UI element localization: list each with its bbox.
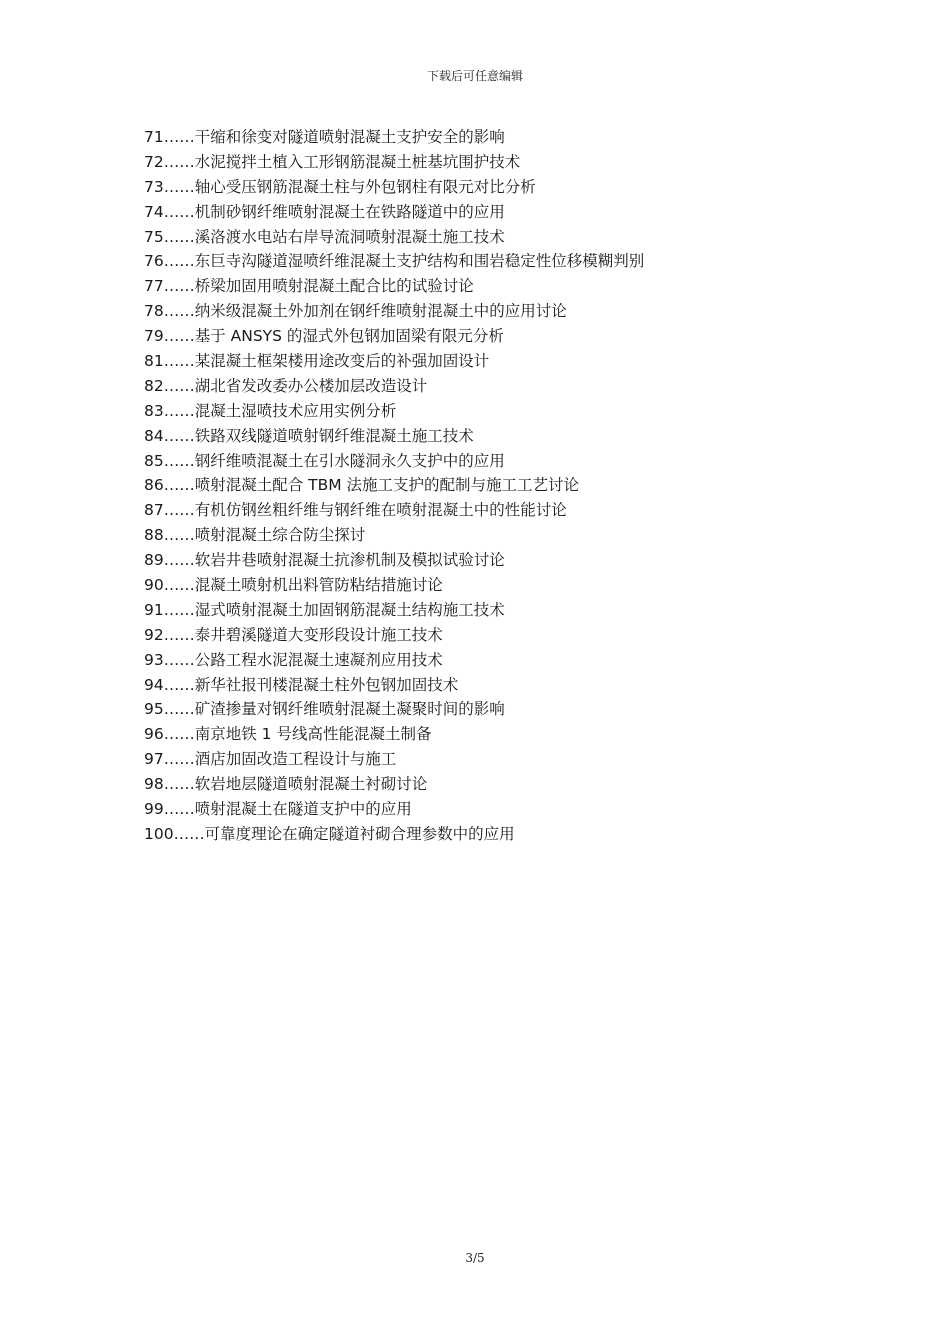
list-item: 86……喷射混凝土配合 TBM 法施工支护的配制与施工工艺讨论 (144, 476, 580, 495)
list-item: 82……湖北省发改委办公楼加层改造设计 (144, 376, 428, 395)
page-number: 3/5 (465, 1251, 485, 1265)
list-item: 99……喷射混凝土在隧道支护中的应用 (144, 800, 412, 819)
list-item: 87……有机仿钢丝粗纤维与钢纤维在喷射混凝土中的性能讨论 (144, 501, 567, 520)
list-item: 85……钢纤维喷混凝土在引水隧洞永久支护中的应用 (144, 451, 505, 470)
list-item: 98……软岩地层隧道喷射混凝土衬砌讨论 (144, 775, 428, 794)
list-item: 88……喷射混凝土综合防尘探讨 (144, 526, 366, 545)
list-item: 84……铁路双线隧道喷射钢纤维混凝土施工技术 (144, 426, 474, 445)
list-item: 79……基于 ANSYS 的湿式外包钢加固梁有限元分析 (144, 327, 504, 346)
list-item: 93……公路工程水泥混凝土速凝剂应用技术 (144, 650, 443, 669)
list-item: 100……可靠度理论在确定隧道衬砌合理参数中的应用 (144, 824, 515, 843)
list-item: 72……水泥搅拌土植入工形钢筋混凝土桩基坑围护技术 (144, 152, 521, 171)
list-item: 94……新华社报刊楼混凝土柱外包钢加固技术 (144, 675, 459, 694)
list-item: 75……溪洛渡水电站右岸导流洞喷射混凝土施工技术 (144, 227, 505, 246)
list-item: 77……桥梁加固用喷射混凝土配合比的试验讨论 (144, 277, 474, 296)
list-item: 95……矿渣掺量对钢纤维喷射混凝土凝聚时间的影响 (144, 700, 505, 719)
list-item: 74……机制砂钢纤维喷射混凝土在铁路隧道中的应用 (144, 202, 505, 221)
list-item: 96……南京地铁 1 号线高性能混凝土制备 (144, 725, 432, 744)
list-item: 76……东巨寺沟隧道湿喷纤维混凝土支护结构和围岩稳定性位移模糊判别 (144, 252, 645, 271)
list-item: 91……湿式喷射混凝土加固钢筋混凝土结构施工技术 (144, 600, 505, 619)
list-item: 92……泰井碧溪隧道大变形段设计施工技术 (144, 625, 443, 644)
list-item: 97……酒店加固改造工程设计与施工 (144, 750, 397, 769)
list-item: 89……软岩井巷喷射混凝土抗渗机制及模拟试验讨论 (144, 551, 505, 570)
list-item: 90……混凝土喷射机出料管防粘结措施讨论 (144, 576, 443, 595)
list-item: 73……轴心受压钢筋混凝土柱与外包钢柱有限元对比分析 (144, 177, 536, 196)
list-item: 71……干缩和徐变对隧道喷射混凝土支护安全的影响 (144, 128, 505, 146)
page-header: 下载后可任意编辑 (426, 69, 523, 83)
list-item: 78……纳米级混凝土外加剂在钢纤维喷射混凝土中的应用讨论 (144, 302, 567, 321)
list-item: 83……混凝土湿喷技术应用实例分析 (144, 401, 397, 420)
reference-list (144, 125, 844, 847)
list-item: 81……某混凝土框架楼用途改变后的补强加固设计 (144, 352, 490, 371)
